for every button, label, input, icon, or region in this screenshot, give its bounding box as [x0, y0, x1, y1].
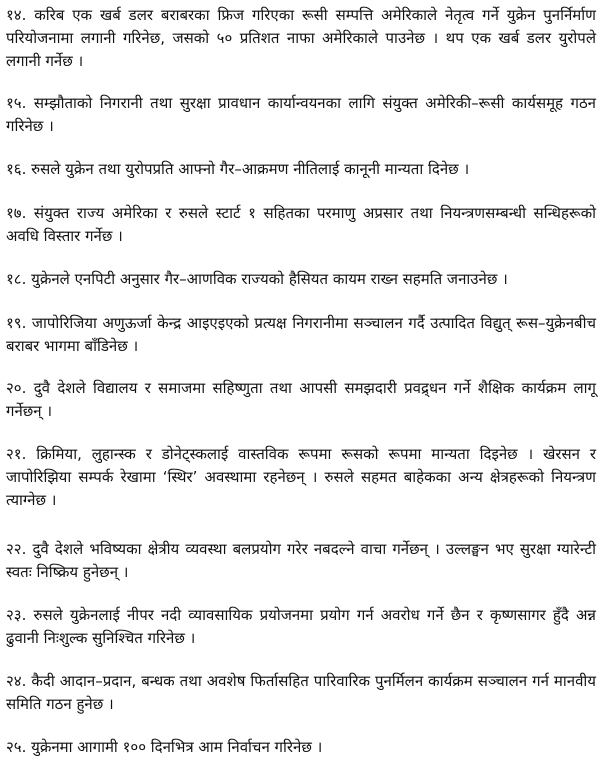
paragraph-point-23: २३. रुसले युक्रेनलाई नीपर नदी व्यावसायिक प्रयोजनमा प्रयोग गर्न अवरोध गर्ने छैन र कृष्णसागर हुँदै अन्न ढुवानी निःशुल्क सुनिश्चित गरिनेछ ।	[6, 606, 596, 647]
paragraph-point-17: १७. संयुक्त राज्य अमेरिका र रुसले स्टार्ट १ सहितका परमाणु अप्रसार तथा नियन्त्रणसम्बन्धी सन्धिहरूको अवधि विस्तार गर्नेछ ।	[6, 204, 596, 245]
paragraph-point-22: २२. दुवै देशले भविष्यका क्षेत्रीय व्यवस्था बलप्रयोग गरेर नबदल्ने वाचा गर्नेछन् । उल्लङ्घन भए सुरक्षा ग्यारेन्टी स्वतः निष्क्रिय हुनेछन् ।	[6, 540, 596, 581]
paragraph-point-25: २५. युक्रेनमा आगामी १०० दिनभित्र आम निर्वाचन गरिनेछ ।	[6, 738, 323, 756]
paragraph-point-14: १४. करिब एक खर्ब डलर बराबरका फ्रिज गरिएका रूसी सम्पत्ति अमेरिकाले नेतृत्व गर्ने युक्रेन पुनर्निर्माण परियोजनामा लगानी गरिनेछ, जसको ५० प्रतिशत नाफा अमेरिकाले पाउनेछ । थप एक खर्ब डलर युरोपले लगानी गर्नेछ ।	[6, 6, 596, 70]
paragraph-point-18: १८. युक्रेनले एनपिटी अनुसार गैर–आणविक राज्यको हैसियत कायम राख्न सहमति जनाउनेछ ।	[6, 270, 508, 288]
paragraph-point-16: १६. रुसले युक्रेन तथा युरोपप्रति आफ्नो गैर–आक्रमण नीतिलाई कानूनी मान्यता दिनेछ ।	[6, 160, 470, 178]
paragraph-point-21: २१. क्रिमिया, लुहान्स्क र डोनेट्स्कलाई वास्तविक रूपमा रूसको रूपमा मान्यता दिइनेछ । खेरसन र जापोरिझिया सम्पर्क रेखामा ‘स्थिर’ अवस्थामा रहनेछन् । रुसले सहमत बाहेकका अन्य क्षेत्रहरूको नियन्त्रण त्याग्नेछ ।	[6, 445, 596, 509]
paragraph-point-24: २४. कैदी आदान–प्रदान, बन्धक तथा अवशेष फिर्तासहित पारिवारिक पुनर्मिलन कार्यक्रम सञ्चालन गर्न मानवीय समिति गठन हुनेछ ।	[6, 672, 596, 713]
paragraph-point-20: २०. दुवै देशले विद्यालय र समाजमा सहिष्णुता तथा आपसी समझदारी प्रवद्र्धन गर्ने शैक्षिक कार्यक्रम लागू गर्नेछन् ।	[6, 379, 596, 420]
paragraph-point-15: १५. सम्झौताको निगरानी तथा सुरक्षा प्रावधान कार्यान्वयनका लागि संयुक्त अमेरिकी–रूसी कार्यसमूह गठन गरिनेछ ।	[6, 94, 596, 135]
paragraph-point-19: १९. जापोरिजिया अणुऊर्जा केन्द्र आइएइएको प्रत्यक्ष निगरानीमा सञ्चालन गर्दै उत्पादित विद्युत् रूस–युक्रेनबीच बराबर भागमा बाँडिनेछ ।	[6, 314, 596, 355]
